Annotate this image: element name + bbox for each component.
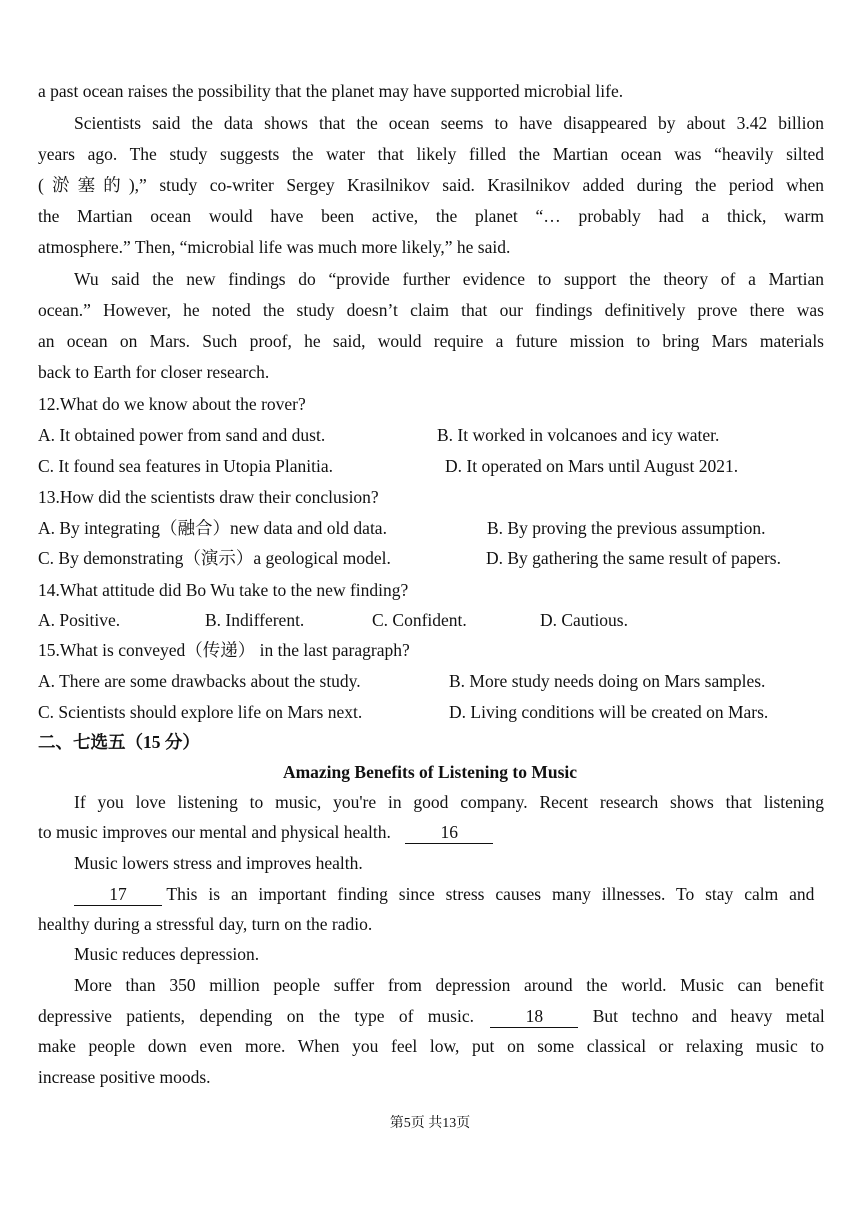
passage-title: Amazing Benefits of Listening to Music [282,762,578,782]
answer-blank-16[interactable]: 16 [405,821,493,844]
passage-line: years ago. The study suggests the water that likely filled the Martian ocean was “heavily silted [38,144,824,164]
option-13c: C. By demonstrating（演示）a geological model. [38,548,391,568]
subheading: Music lowers stress and improves health. [74,853,363,873]
passage-line: (淤塞的),” study co-writer Sergey Krasilnikov said. Krasilnikov added during the period when [38,175,824,195]
passage-line [38,1004,824,1028]
passage-line: increase positive moods. [38,1067,211,1087]
option-14c: C. Confident. [372,610,467,630]
question-stem-15: 15.What is conveyed（传递） in the last paragraph? [38,640,410,660]
question-stem-14: 14.What attitude did Bo Wu take to the new finding? [38,580,409,600]
option-13b: B. By proving the previous assumption. [487,518,766,538]
question-stem-13: 13.How did the scientists draw their conclusion? [38,487,379,507]
option-14b: B. Indifferent. [205,610,305,630]
passage-line: If you love listening to music, you're in good company. Recent research shows that listening [74,792,824,812]
section-heading: 二、七选五（15 分） [38,732,200,752]
passage-line: Scientists said the data shows that the ocean seems to have disappeared by about 3.42 billion [74,113,824,133]
passage-line: healthy during a stressful day, turn on the radio. [38,914,373,934]
option-12b: B. It worked in volcanoes and icy water. [437,425,720,445]
option-15d: D. Living conditions will be created on Mars. [449,702,769,722]
passage-text: depressive patients, depending on the type of music. [38,1006,474,1026]
subheading: Music reduces depression. [74,944,260,964]
passage-line: an ocean on Mars. Such proof, he said, would require a future mission to bring Mars materials [38,331,824,351]
option-15c: C. Scientists should explore life on Mars next. [38,702,363,722]
passage-line: the Martian ocean would have been active, the planet “… probably had a thick, warm [38,206,824,226]
passage-text: to music improves our mental and physical health. [38,822,391,842]
option-13d: D. By gathering the same result of papers. [486,548,781,568]
answer-blank-18[interactable]: 18 [490,1005,578,1028]
passage-line: More than 350 million people suffer from depression around the world. Music can benefit [74,975,824,995]
passage-line [38,820,824,844]
option-14a: A. Positive. [38,610,121,630]
passage-line: Wu said the new findings do “provide further evidence to support the theory of a Martian [74,269,824,289]
passage-line: back to Earth for closer research. [38,362,270,382]
option-13a: A. By integrating（融合）new data and old data. [38,518,387,538]
question-stem-12: 12.What do we know about the rover? [38,394,306,414]
passage-line: a past ocean raises the possibility that the planet may have supported microbial life. [38,81,624,101]
option-12d: D. It operated on Mars until August 2021. [445,456,739,476]
passage-line: ocean.” However, he noted the study doesn’t claim that our findings definitively prove there was [38,300,824,320]
passage-text: But techno and heavy metal [592,1006,825,1026]
option-15a: A. There are some drawbacks about the study. [38,671,361,691]
page-footer: 第5页 共13页 [389,1116,471,1131]
passage-line: atmosphere.” Then, “microbial life was much more likely,” he said. [38,237,511,257]
option-12c: C. It found sea features in Utopia Planitia. [38,456,333,476]
option-15b: B. More study needs doing on Mars samples. [449,671,766,691]
option-12a: A. It obtained power from sand and dust. [38,425,326,445]
passage-line [74,882,824,906]
option-14d: D. Cautious. [540,610,628,630]
passage-line: make people down even more. When you feel low, put on some classical or relaxing music to [38,1036,824,1056]
answer-blank-17[interactable]: 17 [74,883,162,906]
passage-text: This is an important finding since stress causes many illnesses. To stay calm and [166,884,815,904]
